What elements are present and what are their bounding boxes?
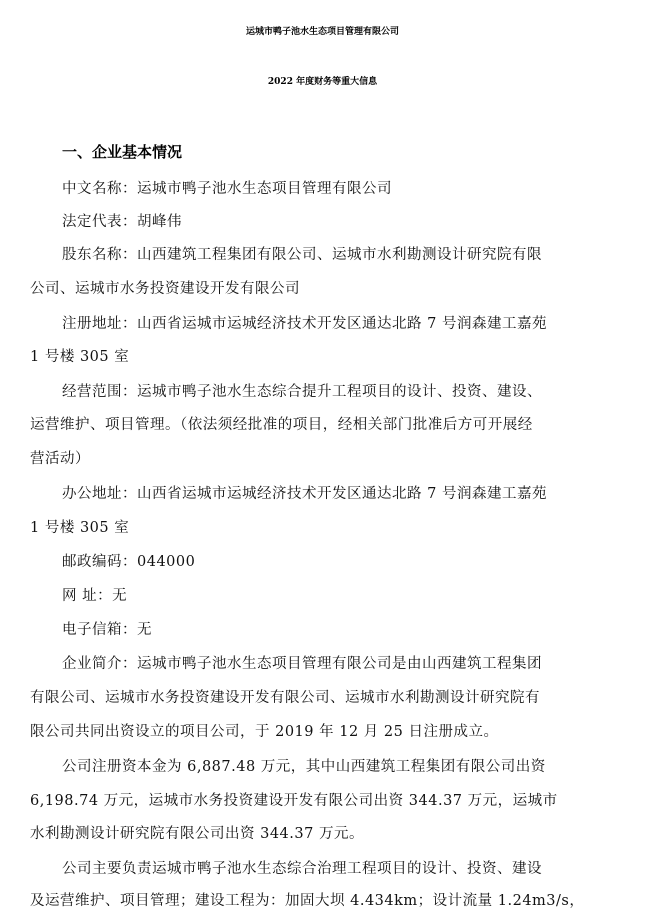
document-subtitle: 2022 年度财务等重大信息 (267, 77, 378, 87)
field-chinese-name: 中文名称：运城市鸭子池水生态项目管理有限公司 (62, 181, 392, 197)
field-business-scope: 经营范围：运城市鸭子池水生态综合提升工程项目的设计、投资、建设、 (62, 384, 542, 400)
field-postal-code: 邮政编码：044000 (62, 554, 196, 570)
section-heading: 一、企业基本情况 (62, 143, 183, 161)
field-shareholders-cont: 公司、运城市水务投资建设开发有限公司 (30, 281, 300, 297)
field-business-scope-cont: 运营维护、项目管理。（依法须经批准的项目，经相关部门批准后方可开展经 (30, 417, 533, 433)
company-profile-line: 有限公司、运城市水务投资建设开发有限公司、运城市水利勘测设计研究院有 (30, 690, 540, 706)
field-legal-representative: 法定代表：胡峰伟 (62, 214, 182, 230)
document-title: 运城市鸭子池水生态项目管理有限公司 (245, 27, 399, 37)
business-paragraph-line: 及运营维护、项目管理；建设工程为：加固大坝 4.434km；设计流量 1.24m3/s， (30, 893, 585, 909)
business-paragraph-line: 公司主要负责运城市鸭子池水生态综合治理工程项目的设计、投资、建设 (62, 861, 542, 877)
field-website: 网 址：无 (62, 588, 128, 604)
company-profile-line: 限公司共同出资设立的项目公司，于 2019 年 12 月 25 日注册成立。 (30, 724, 499, 740)
field-shareholders: 股东名称：山西建筑工程集团有限公司、运城市水利勘测设计研究院有限 (62, 247, 542, 263)
capital-paragraph-line: 6,198.74 万元，运城市水务投资建设开发有限公司出资 344.37 万元，运城市 (30, 793, 558, 809)
field-office-address: 办公地址：山西省运城市运城经济技术开发区通达北路 7 号润森建工嘉苑 (62, 486, 547, 502)
capital-paragraph-line: 水利勘测设计研究院有限公司出资 344.37 万元。 (30, 826, 364, 842)
field-registered-address: 注册地址：山西省运城市运城经济技术开发区通达北路 7 号润森建工嘉苑 (62, 316, 547, 332)
field-email: 电子信箱：无 (62, 622, 152, 638)
field-registered-address-cont: 1 号楼 305 室 (30, 349, 130, 365)
field-business-scope-cont2: 营活动） (30, 451, 90, 467)
capital-paragraph-line: 公司注册资本金为 6,887.48 万元，其中山西建筑工程集团有限公司出资 (62, 759, 546, 775)
field-office-address-cont: 1 号楼 305 室 (30, 520, 130, 536)
company-profile-line: 企业简介：运城市鸭子池水生态项目管理有限公司是由山西建筑工程集团 (62, 656, 542, 672)
